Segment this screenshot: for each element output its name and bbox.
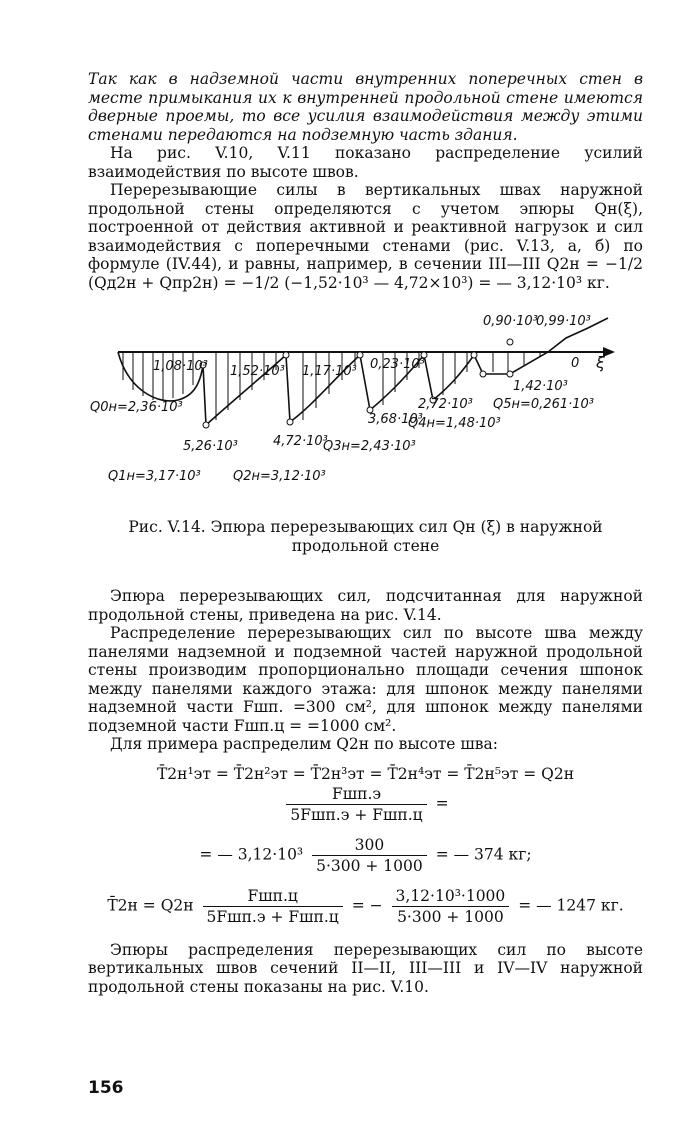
formula-2-fraction: [312, 835, 427, 876]
formula-1-den: 5Fшп.э + Fшп.ц: [290, 805, 423, 824]
formula-3: [88, 886, 643, 927]
label: 1,08·10³: [153, 359, 208, 374]
formula-3-pre: T̄2н = Q2н: [107, 896, 194, 914]
paragraph-1: Так как в надземной части внутренних поперечных стен в месте примыкания их к внутренней продольной стене имеются дверные проемы, то все усилия взаимодействия между этими стенами передаются на подземную часть здания.: [88, 70, 643, 144]
label: 0,99·10³: [536, 314, 591, 329]
formula-2-den: 5·300 + 1000: [316, 856, 423, 875]
label: 1,17·10³: [302, 364, 357, 379]
node: [480, 371, 486, 377]
diagram-svg: [88, 310, 643, 510]
paragraph-7: Эпюры распределения перерезывающих сил по высоте вертикальных швов сечений II—II, III—III и IV—IV наружной продольной стены показаны на рис. V.10.: [88, 940, 643, 996]
formula-1-tail: =: [435, 794, 449, 812]
node: [471, 352, 477, 358]
label: 1,42·10³: [513, 379, 568, 394]
node: [507, 371, 513, 377]
label: ξ: [596, 353, 605, 372]
formula-1-lhs: T̄2н¹эт = T̄2н²эт = T̄2н³эт = T̄2н⁴эт = T̄2н⁵эт = Q2н: [156, 764, 575, 783]
label: 4,72·10³: [273, 434, 328, 449]
figure-caption: Рис. V.14. Эпюра перерезывающих сил Qн (ξ) в наружной продольной стене: [128, 518, 603, 555]
node: [357, 352, 363, 358]
paragraph-3: Перерезывающие силы в вертикальных швах наружной продольной стены определяются с учетом эпюры Qн(ξ), построенной от действия активной и реактивной нагрузок и сил взаимодействия с поперечными стенами (рис. V.13, а, б) по формуле (IV.44), и равны, например, в сечении III—III Q2н = −1/2 (Qд2н + Qпр2н) = −1/2 (−1,52·10³ — 4,72×10³) = — 3,12·10³ кг.: [88, 181, 643, 292]
label: Q3н=2,43·10³: [323, 439, 416, 454]
formula-3-fraction-2: [392, 886, 510, 927]
label: Q5н=0,261·10³: [493, 397, 594, 412]
formula-1: [88, 764, 643, 825]
formula-3-num2: 3,12·10³·1000: [392, 886, 510, 907]
label: Q0н=2,36·10³: [90, 400, 183, 415]
formula-3-num1: Fшп.ц: [203, 886, 343, 907]
formula-3-den1: 5Fшп.э + Fшп.ц: [206, 907, 339, 926]
formula-2-post: = — 374 кг;: [435, 845, 532, 863]
label: 1,52·10³: [230, 364, 285, 379]
formula-3-mid: = −: [351, 896, 383, 914]
label: 0: [571, 356, 580, 371]
formula-3-post: = — 1247 кг.: [518, 896, 624, 914]
label: Q4н=1,48·10³: [408, 416, 501, 431]
formula-3-den2: 5·300 + 1000: [397, 907, 504, 926]
node: [507, 339, 513, 345]
formula-2: [88, 835, 643, 876]
paragraph-4: Эпюра перерезывающих сил, подсчитанная для наружной продольной стены, приведена на рис. V.14.: [88, 587, 643, 624]
node: [287, 419, 293, 425]
label: 0,90·10³: [483, 314, 538, 329]
shear-force-diagram: [88, 310, 643, 510]
formula-2-pre: = — 3,12·10³: [199, 845, 304, 863]
paragraph-6: Для примера распределим Q2н по высоте шва:: [110, 735, 498, 753]
formula-3-fraction-1: [203, 886, 343, 927]
page-number: 156: [88, 1078, 124, 1098]
label: Q1н=3,17·10³: [108, 469, 201, 484]
label: Q2н=3,12·10³: [233, 469, 326, 484]
formula-2-num: 300: [312, 835, 427, 856]
diagram-labels: [90, 314, 606, 484]
page-content: [88, 70, 643, 996]
paragraph-2: На рис. V.10, V.11 показано распределение усилий взаимодействия по высоте швов.: [88, 144, 643, 181]
label: 2,72·10³: [418, 397, 473, 412]
formula-1-num: Fшп.э: [286, 784, 426, 805]
label: 5,26·10³: [183, 439, 238, 454]
paragraph-5: Распределение перерезывающих сил по высоте шва между панелями надземной и подземной частей наружной продольной стены производим пропорционально площади сечения шпонок между панелями каждого этажа: для шпонок между панелями надземной части Fшп. =300 см², для шпонок между панелями подземной части Fшп.ц = =1000 см².: [88, 624, 643, 735]
formula-1-fraction: [286, 784, 426, 825]
label: 0,23·10³: [370, 357, 425, 372]
node: [283, 352, 289, 358]
node: [203, 422, 209, 428]
label: 3,68·10³: [368, 412, 423, 427]
